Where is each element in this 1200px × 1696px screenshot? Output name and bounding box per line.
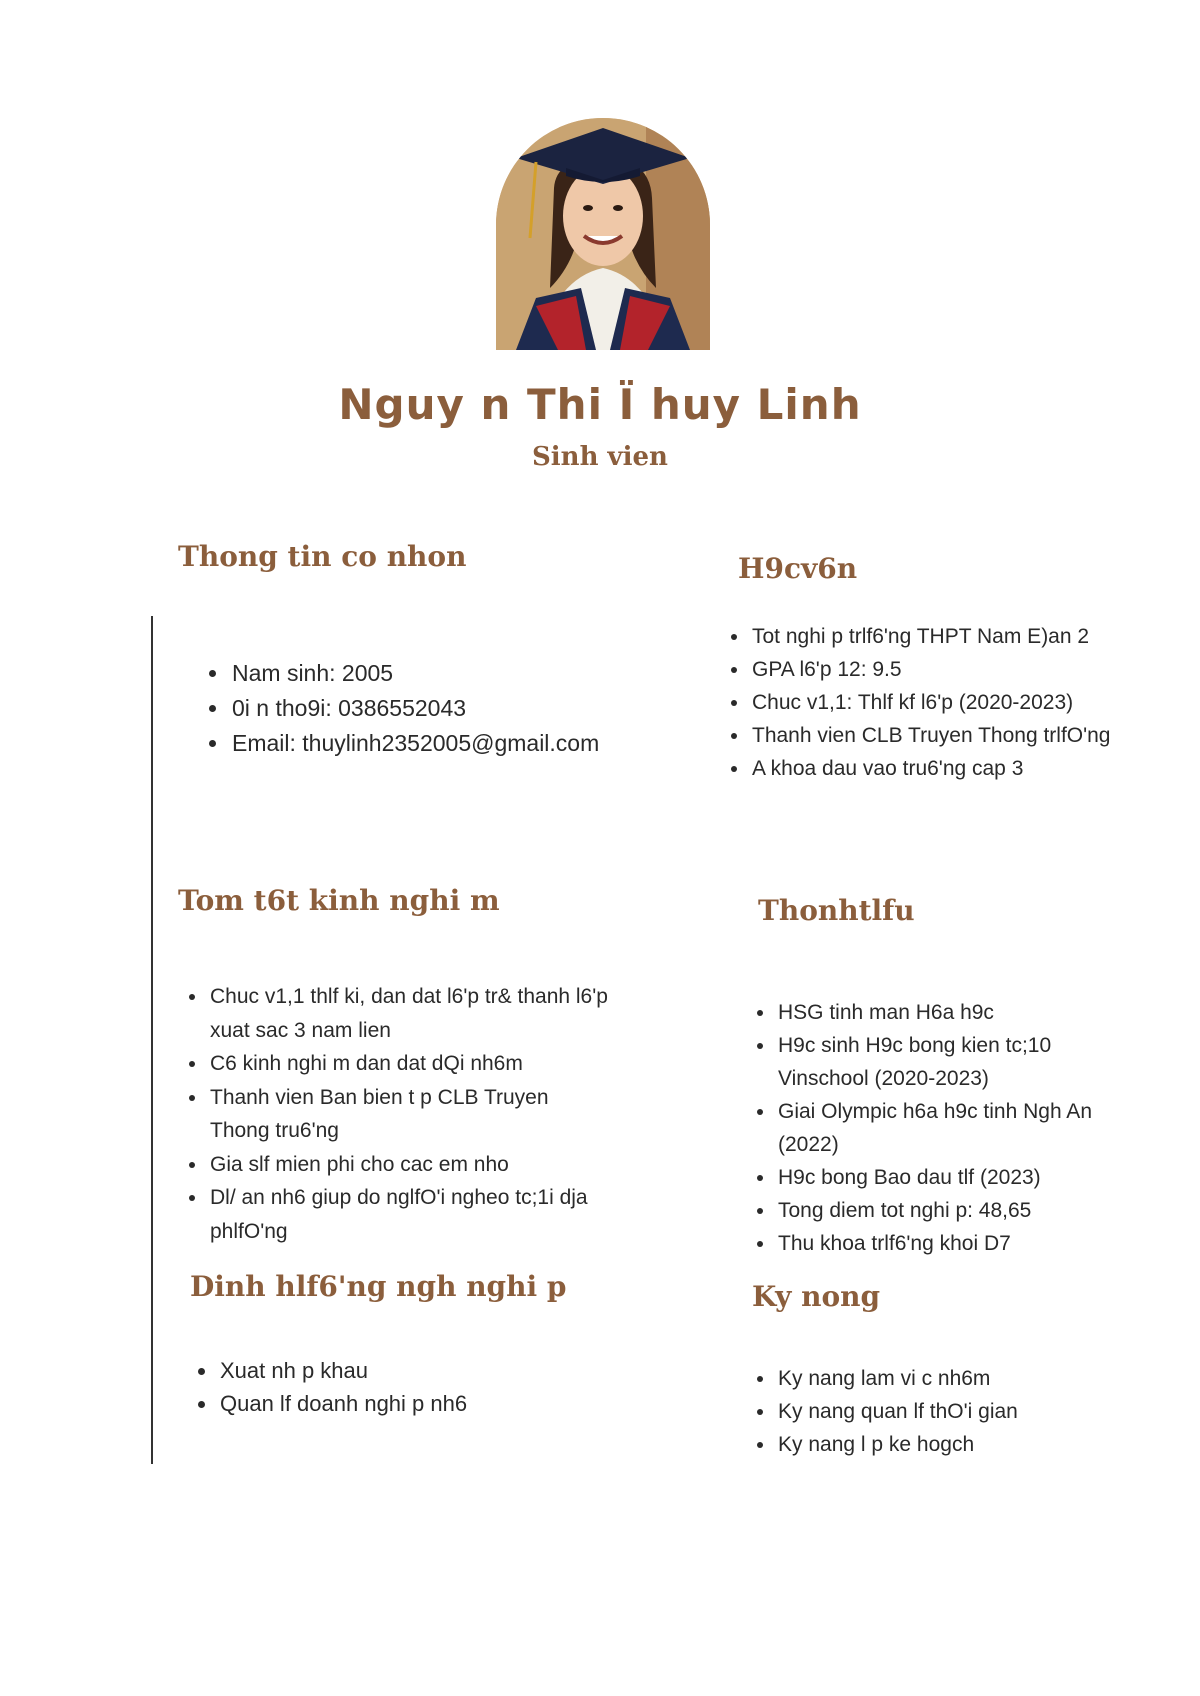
experience-list	[182, 980, 608, 1248]
skills-list	[750, 1362, 1106, 1461]
list-item: • Quan lf doanh nghi p nh6	[218, 1387, 518, 1420]
list-item: • 0i n tho9i: 0386552043	[230, 691, 610, 726]
list-item: • Chuc v1,1: Thlf kf l6'p (2020-2023)	[750, 686, 1130, 719]
career-direction-list	[192, 1354, 518, 1420]
list-item: • Ky nang quan lf thO'i gian	[776, 1395, 1106, 1428]
personal-info-list	[204, 656, 610, 761]
list-item: • Giai Olympic h6a h9c tinh Ngh An (2022)	[776, 1095, 1136, 1161]
list-item: • Dl/ an nh6 giup do nglfO'i ngheo tc;1i dja phlfO'ng	[208, 1181, 608, 1248]
achievements-list	[750, 996, 1136, 1260]
section-title-skills: Ky nong	[752, 1280, 881, 1313]
list-item: • Xuat nh p khau	[218, 1354, 518, 1387]
section-title-achievements: Thonhtlfu	[758, 894, 915, 927]
left-column-divider	[151, 616, 153, 1464]
list-item: • Chuc v1,1 thlf ki, dan dat l6'p tr& thanh l6'p xuat sac 3 nam lien	[208, 980, 608, 1047]
list-item: • Tot nghi p trlf6'ng THPT Nam E)an 2	[750, 620, 1130, 653]
section-title-personal-info: Thong tin co nhon	[178, 540, 467, 573]
list-item: • A khoa dau vao tru6'ng cap 3	[750, 752, 1130, 785]
list-item: • Email: thuylinh2352005@gmail.com	[230, 726, 610, 761]
list-item: • Ky nang l p ke hogch	[776, 1428, 1106, 1461]
list-item: • Tong diem tot nghi p: 48,65	[776, 1194, 1136, 1227]
section-title-career-direction: Dinh hlf6'ng ngh nghi p	[190, 1270, 567, 1303]
list-item: • H9c bong Bao dau tlf (2023)	[776, 1161, 1136, 1194]
section-title-experience: Tom t6t kinh nghi m	[178, 884, 500, 917]
list-item: • H9c sinh H9c bong kien tc;10 Vinschool (2020-2023)	[776, 1029, 1136, 1095]
list-item: • C6 kinh nghi m dan dat dQi nh6m	[208, 1047, 608, 1081]
list-item: • GPA l6'p 12: 9.5	[750, 653, 1130, 686]
profile-photo	[496, 118, 710, 350]
list-item: • Thu khoa trlf6'ng khoi D7	[776, 1227, 1136, 1260]
list-item: • HSG tinh man H6a h9c	[776, 996, 1136, 1029]
education-list	[724, 620, 1130, 785]
list-item: • Thanh vien Ban bien t p CLB Truyen Thong tru6'ng	[208, 1081, 608, 1148]
section-title-education: H9cv6n	[738, 552, 858, 585]
list-item: • Thanh vien CLB Truyen Thong trlfO'ng	[750, 719, 1130, 752]
candidate-name: Nguy n Thi Ï huy Linh	[338, 380, 862, 429]
list-item: • Nam sinh: 2005	[230, 656, 610, 691]
list-item: • Ky nang lam vi c nh6m	[776, 1362, 1106, 1395]
list-item: • Gia slf mien phi cho cac em nho	[208, 1148, 608, 1182]
candidate-role: Sinh vien	[532, 442, 668, 472]
